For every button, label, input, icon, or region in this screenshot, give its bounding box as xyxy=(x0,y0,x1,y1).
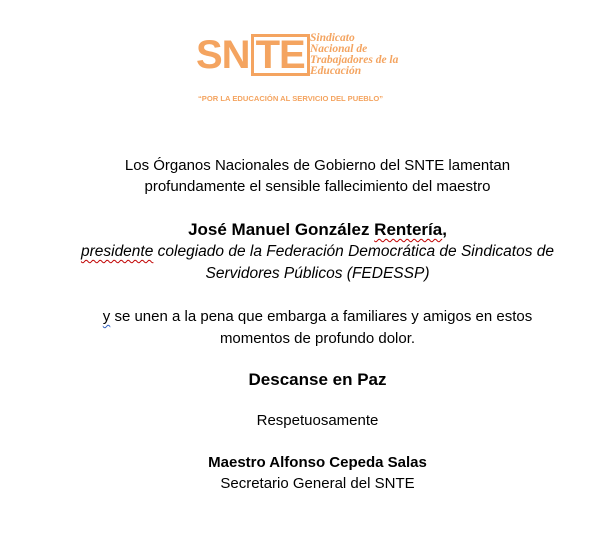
intro-paragraph xyxy=(40,155,595,197)
spellcheck-word: presidente xyxy=(80,243,154,260)
spellcheck-word: Rentería xyxy=(374,220,443,239)
deceased-role: presidente colegiado de la Federación Democrática de Sindicatos de Servidores Públicos (FEDESSP) xyxy=(80,243,555,282)
intro-line-2: profundamente el sensible fallecimiento del maestro xyxy=(144,178,491,195)
grammar-check-word: y xyxy=(102,308,111,325)
logo-acronym: SN TE xyxy=(196,34,310,76)
deceased-name: José Manuel González Rentería, xyxy=(188,220,447,239)
logo-acronym-box: TE xyxy=(251,34,310,76)
condolence-notice xyxy=(40,155,595,495)
signer-name: Maestro Alfonso Cepeda Salas xyxy=(208,454,427,471)
logo-organization-name: Sindicato Nacional de Trabajadores de la Educación xyxy=(310,32,399,77)
intro-line-1: Los Órganos Nacionales de Gobierno del SNTE lamentan xyxy=(124,157,511,174)
logo-slogan: “POR LA EDUCACIÓN AL SERVICIO DEL PUEBLO” xyxy=(198,94,384,103)
condolence-line-2: momentos de profundo dolor. xyxy=(219,330,416,347)
closing-text: Respetuosamente xyxy=(256,412,379,429)
condolence-paragraph: y se unen a la pena que embarga a familiares y amigos en estos momentos de profundo dolor. xyxy=(102,308,533,347)
rest-in-peace-heading: Descanse en Paz xyxy=(248,370,387,389)
snte-logo xyxy=(196,30,426,110)
role-line-2: Servidores Públicos (FEDESSP) xyxy=(205,265,430,282)
signer-title: Secretario General del SNTE xyxy=(220,475,415,492)
